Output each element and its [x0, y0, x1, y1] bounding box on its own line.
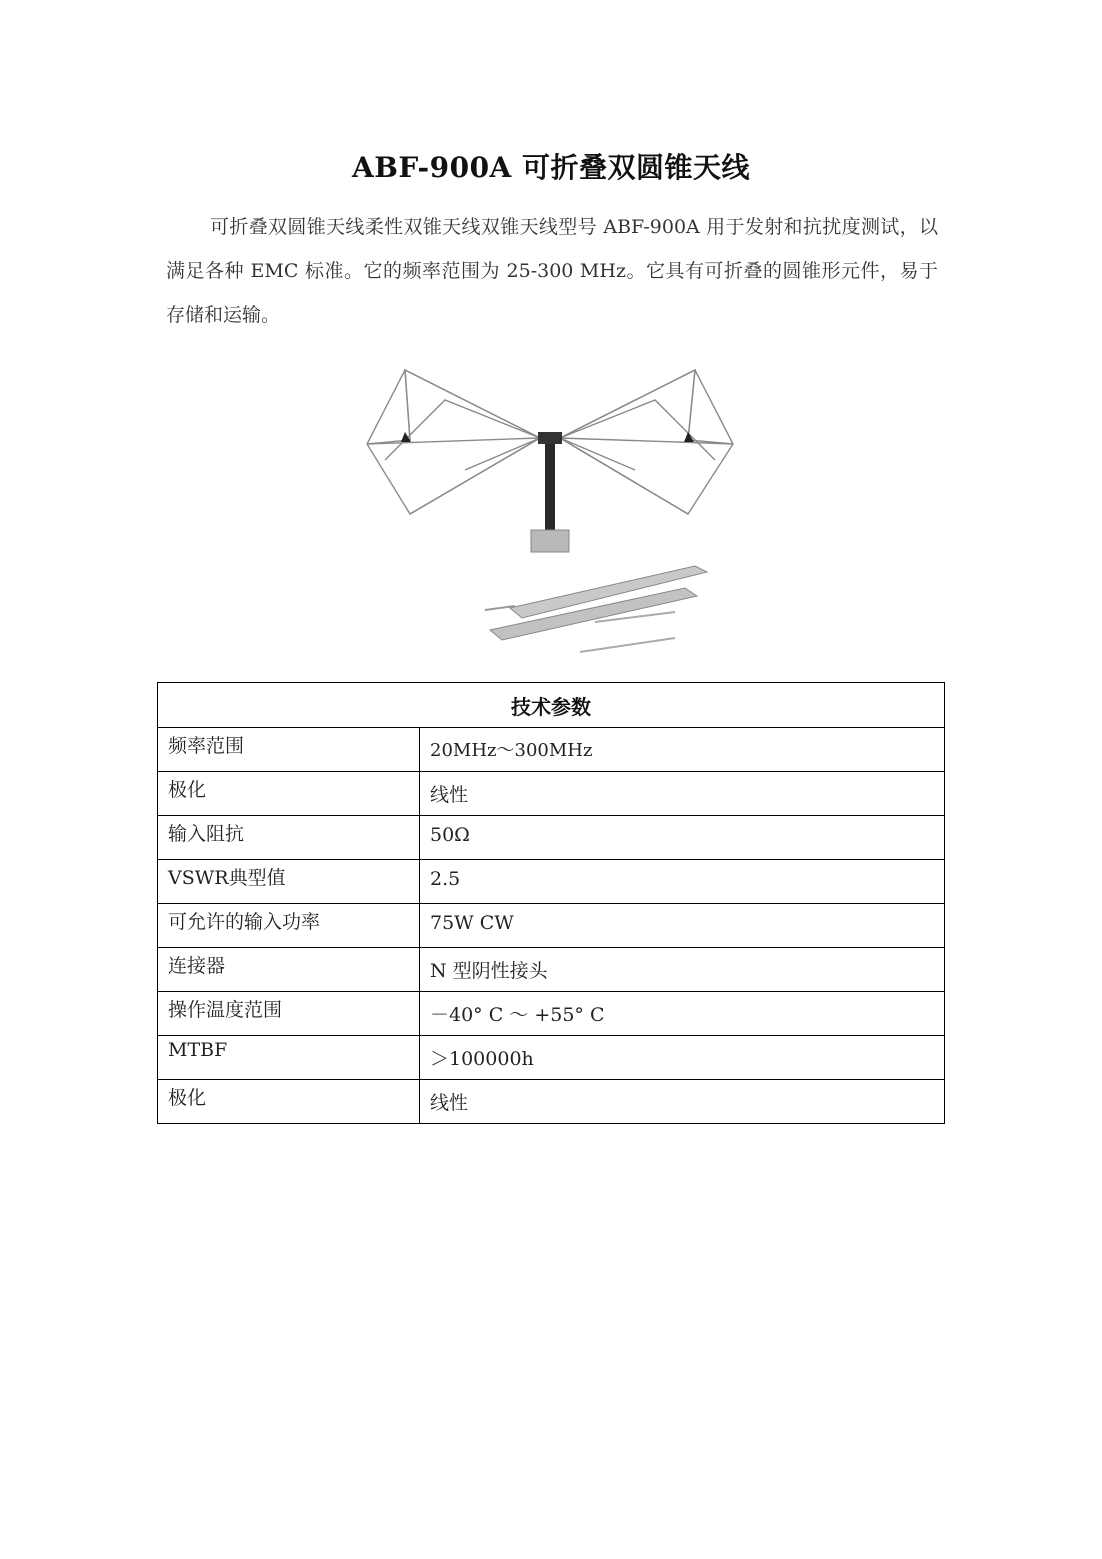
spec-key: 连接器 — [158, 948, 420, 992]
spec-key: MTBF — [158, 1036, 420, 1080]
spec-value: －40° C ～ +55° C — [420, 992, 945, 1036]
spec-value: ＞100000h — [420, 1036, 945, 1080]
table-row — [158, 948, 945, 992]
table-row — [158, 860, 945, 904]
spec-value: 线性 — [420, 772, 945, 816]
spec-value: 2.5 — [420, 860, 945, 904]
spec-value: 50Ω — [420, 816, 945, 860]
spec-table-header: 技术参数 — [158, 683, 945, 728]
spec-table — [157, 682, 945, 1124]
spec-value: 75W CW — [420, 904, 945, 948]
table-row — [158, 772, 945, 816]
spec-value: N 型阴性接头 — [420, 948, 945, 992]
spec-key: 极化 — [158, 772, 420, 816]
table-row — [158, 904, 945, 948]
spec-key: 可允许的输入功率 — [158, 904, 420, 948]
table-row — [158, 1036, 945, 1080]
spec-key: 极化 — [158, 1080, 420, 1124]
spec-key: 输入阻抗 — [158, 816, 420, 860]
spec-key: 操作温度范围 — [158, 992, 420, 1036]
table-row — [158, 992, 945, 1036]
page-title: ABF-900A 可折叠双圆锥天线 — [351, 151, 751, 184]
antenna-photo — [355, 360, 755, 660]
table-row — [158, 816, 945, 860]
spec-value: 20MHz～300MHz — [420, 728, 945, 772]
intro-paragraph: 可折叠双圆锥天线柔性双锥天线双锥天线型号 ABF-900A 用于发射和抗扰度测试，以满足各种 EMC 标准。它的频率范围为 25-300 MHz。它具有可折叠的圆锥形元件，易于存储和运输。 — [166, 216, 938, 326]
spec-key: VSWR典型值 — [158, 860, 420, 904]
spec-key: 频率范围 — [158, 728, 420, 772]
table-row — [158, 1080, 945, 1124]
spec-value: 线性 — [420, 1080, 945, 1124]
table-row — [158, 728, 945, 772]
